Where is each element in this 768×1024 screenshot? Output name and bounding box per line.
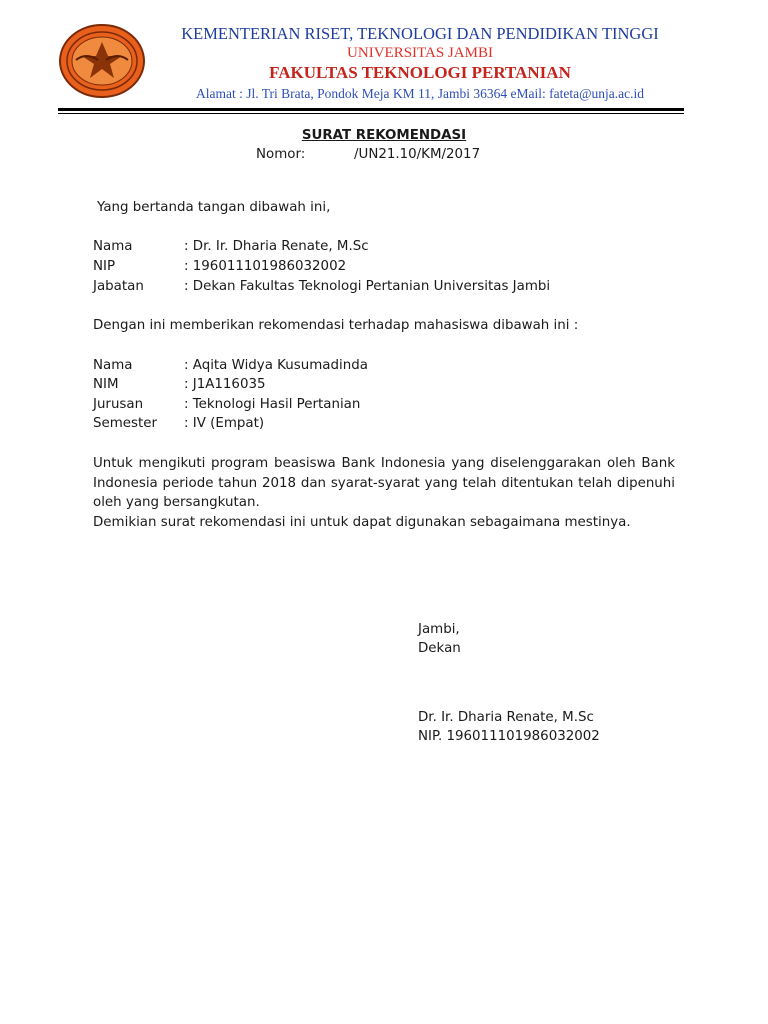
signature-nip: NIP. 196011101986032002	[418, 729, 600, 744]
letter-title: SURAT REKOMENDASI	[301, 128, 467, 143]
student-name-label: Nama	[93, 358, 133, 373]
letterhead-divider-thick	[58, 108, 684, 111]
signature-name: Dr. Ir. Dharia Renate, M.Sc	[418, 710, 594, 725]
student-semester-value: : IV (Empat)	[184, 416, 265, 431]
letter-number-value: /UN21.10/KM/2017	[354, 147, 481, 162]
recommendation-intro: Dengan ini memberikan rekomendasi terhadap mahasiswa dibawah ini :	[93, 318, 579, 333]
faculty-address: Alamat : Jl. Tri Brata, Pondok Meja KM 11, Jambi 36364 eMail: fateta@unja.ac.id	[196, 86, 644, 102]
letter-number-label: Nomor:	[256, 147, 306, 162]
signer-position-label: Jabatan	[93, 279, 144, 294]
letterhead-divider-thin	[58, 113, 684, 114]
student-name-value: : Aqita Widya Kusumadinda	[184, 358, 368, 373]
body-paragraph: Untuk mengikuti program beasiswa Bank Indonesia yang diselenggarakan oleh Bank Indonesia periode tahun 2018 dan syarat-syarat yang telah ditentukan telah dipenuhi oleh yang bersangkutan.	[93, 456, 675, 510]
student-nim-value: : J1A116035	[184, 377, 266, 392]
signature-place: Jambi,	[418, 622, 460, 637]
faculty-name: FAKULTAS TEKNOLOGI PERTANIAN	[269, 62, 571, 82]
signer-position-value: : Dekan Fakultas Teknologi Pertanian Universitas Jambi	[184, 279, 551, 294]
student-major-value: : Teknologi Hasil Pertanian	[184, 397, 361, 412]
intro-text: Yang bertanda tangan dibawah ini,	[97, 200, 331, 215]
signer-nip-label: NIP	[93, 259, 116, 274]
university-name: UNIVERSITAS JAMBI	[347, 44, 493, 61]
ministry-name: KEMENTERIAN RISET, TEKNOLOGI DAN PENDIDIKAN TINGGI	[181, 24, 659, 43]
signer-name-value: : Dr. Ir. Dharia Renate, M.Sc	[184, 239, 369, 254]
signature-role: Dekan	[418, 641, 461, 656]
letterhead	[150, 24, 690, 102]
closing-paragraph: Demikian surat rekomendasi ini untuk dapat digunakan sebagaimana mestinya.	[93, 515, 631, 530]
university-emblem-icon	[58, 22, 146, 100]
signer-nip-value: : 196011101986032002	[184, 259, 347, 274]
student-semester-label: Semester	[93, 416, 157, 431]
student-major-label: Jurusan	[93, 397, 144, 412]
signer-name-label: Nama	[93, 239, 133, 254]
student-nim-label: NIM	[93, 377, 119, 392]
